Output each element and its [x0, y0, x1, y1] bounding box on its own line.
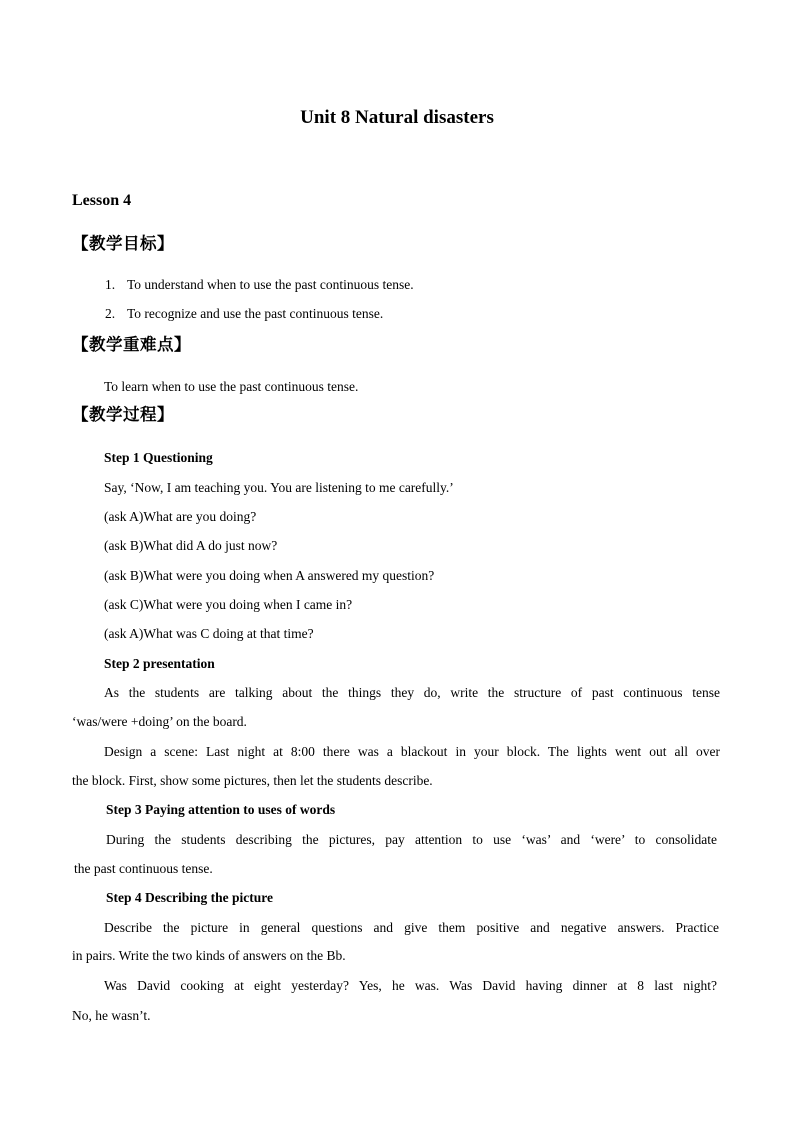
- step3-title: Step 3 Paying attention to uses of words: [106, 802, 336, 817]
- objective-item: [105, 305, 383, 323]
- step2-paragraph-line: the block. First, show some pictures, then let the students describe.: [72, 773, 433, 788]
- step4-paragraph-line: in pairs. Write the two kinds of answers on the Bb.: [72, 948, 346, 963]
- step4-title: Step 4 Describing the picture: [106, 890, 273, 905]
- step1-line: Say, ‘Now, I am teaching you. You are listening to me carefully.’: [104, 480, 454, 495]
- step3-paragraph-line: During the students describing the pictures, pay attention to use ‘was’ and ‘were’ to consolidate: [106, 832, 717, 847]
- document-title: Unit 8 Natural disasters: [300, 107, 494, 128]
- step2-title: Step 2 presentation: [104, 656, 215, 671]
- step2-paragraph-line: As the students are talking about the things they do, write the structure of past continuous tense: [104, 685, 720, 700]
- objective-number: 2.: [105, 306, 116, 321]
- step1-line: (ask A)What are you doing?: [104, 509, 257, 524]
- objective-item: [105, 276, 414, 294]
- step1-line: (ask C)What were you doing when I came in?: [104, 597, 353, 612]
- step1-title: Step 1 Questioning: [104, 450, 213, 465]
- step4-paragraph-line: Describe the picture in general questions and give them positive and negative answers. Practice: [104, 920, 719, 935]
- step2-paragraph-line: ‘was/were +doing’ on the board.: [72, 714, 247, 729]
- lesson-label: Lesson 4: [72, 192, 132, 209]
- objective-text: To understand when to use the past continuous tense.: [127, 277, 414, 292]
- step2-paragraph-line: Design a scene: Last night at 8:00 there was a blackout in your block. The lights went out all over: [104, 744, 720, 759]
- objective-number: 1.: [105, 277, 116, 292]
- step4-paragraph-line: Was David cooking at eight yesterday? Yes, he was. Was David having dinner at 8 last night?: [104, 978, 717, 993]
- step4-paragraph-line: No, he wasn’t.: [72, 1008, 151, 1023]
- objectives-heading: 【教学目标】: [72, 234, 174, 253]
- step1-line: (ask B)What did A do just now?: [104, 538, 278, 553]
- process-heading: 【教学过程】: [72, 405, 174, 424]
- key-points-heading: 【教学重难点】: [72, 335, 191, 354]
- step3-paragraph-line: the past continuous tense.: [74, 861, 213, 876]
- key-points-text: To learn when to use the past continuous tense.: [104, 379, 359, 394]
- step1-line: (ask B)What were you doing when A answered my question?: [104, 568, 435, 583]
- step1-line: (ask A)What was C doing at that time?: [104, 626, 314, 641]
- objective-text: To recognize and use the past continuous tense.: [127, 306, 384, 321]
